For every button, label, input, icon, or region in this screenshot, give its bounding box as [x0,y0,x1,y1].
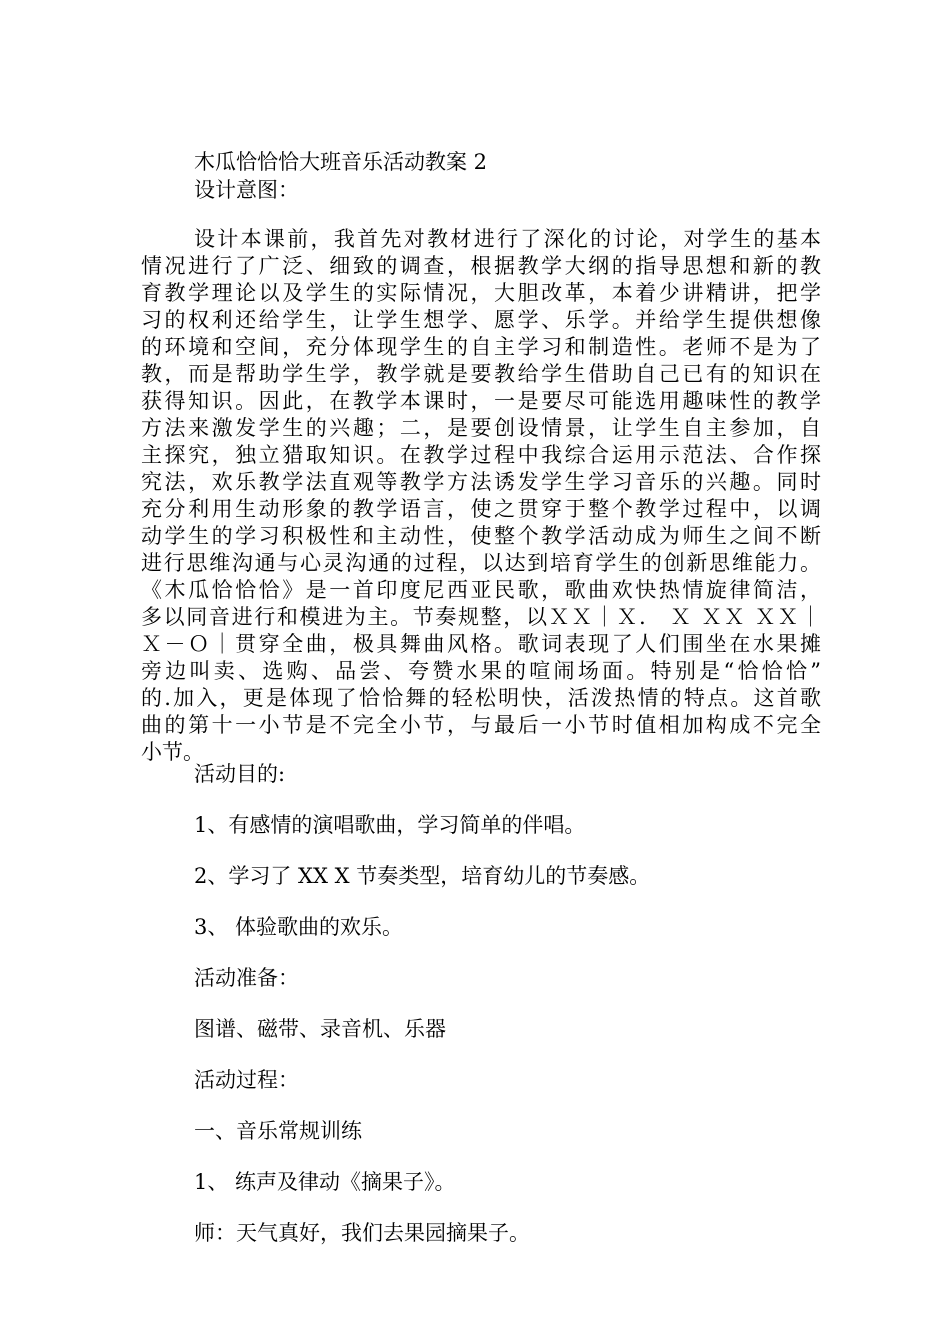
process-substep-1: 1、 练声及律动《摘果子》。 [194,1170,456,1194]
paragraph-line: 究法，欢乐教学法直观等教学方法诱发学生学习音乐的兴趣。同时 [141,470,821,494]
paragraph-line: 进行思维沟通与心灵沟通的过程，以达到培育学生的创新思维能力。 [141,551,821,575]
paragraph-line: 育教学理论以及学生的实际情况，大胆改革，本着少讲精讲，把学 [141,281,821,305]
paragraph-line: 获得知识。因此，在教学本课时，一是要尽可能选用趣味性的教学 [141,389,821,413]
paragraph-line: 多以同音进行和模进为主。节奏规整，以ＸＸ｜Ｘ． Ｘ ＸＸ ＸＸ｜ [141,605,821,629]
paragraph-line: 动学生的学习积极性和主动性，使整个教学活动成为师生之间不断 [141,524,821,548]
paragraph-line: 小节。 [141,740,204,764]
paragraph-line: 充分利用生动形象的教学语言，使之贯穿于整个教学过程中，以调 [141,497,821,521]
paragraph-line: 情况进行了广泛、细致的调查，根据教学大纲的指导思想和新的教 [141,254,821,278]
section-heading-goals: 活动目的: [194,762,286,786]
paragraph-line: Ｘ－Ｏ｜贯穿全曲，极具舞曲风格。歌词表现了人们围坐在水果摊 [141,632,821,656]
paragraph-line: 的环境和空间，充分体现学生的自主学习和制造性。老师不是为了 [141,335,821,359]
process-step-heading: 一、音乐常规训练 [194,1119,362,1143]
paragraph-line: 《木瓜恰恰恰》是一首印度尼西亚民歌，歌曲欢快热情旋律简洁， [141,578,821,602]
paragraph-line: 的.加入，更是体现了恰恰舞的轻松明快，活泼热情的特点。这首歌 [141,686,821,710]
goal-item-3: 3、 体验歌曲的欢乐。 [194,915,404,939]
goal-item-2: 2、学习了 XX X 节奏类型，培育幼儿的节奏感。 [194,864,651,888]
document-title: 木瓜恰恰恰大班音乐活动教案 2 [194,150,488,174]
paragraph-line: 主探究，独立猎取知识。在教学过程中我综合运用示范法、合作探 [141,443,821,467]
paragraph-line: 方法来激发学生的兴趣；二，是要创设情景，让学生自主参加，自 [141,416,821,440]
paragraph-line: 设计本课前，我首先对教材进行了深化的讨论，对学生的基本 [194,227,821,251]
section-heading-process: 活动过程： [194,1068,299,1092]
paragraph-line: 习的权利还给学生，让学生想学、愿学、乐学。并给学生提供想像 [141,308,821,332]
paragraph-line: 教，而是帮助学生学，教学就是要教给学生借助自己已有的知识在 [141,362,821,386]
design-intent-heading: 设计意图： [194,178,299,202]
section-heading-preparation: 活动准备： [194,966,299,990]
preparation-materials: 图谱、磁带、录音机、乐器 [194,1017,446,1041]
design-intent-paragraph [141,226,821,766]
paragraph-line: 曲的第十一小节是不完全小节，与最后一小节时值相加构成不完全 [141,713,821,737]
teacher-line: 师：天气真好，我们去果园摘果子。 [194,1221,530,1245]
paragraph-line: 旁边叫卖、选购、品尝、夸赞水果的喧闹场面。特别是“恰恰恰” [141,659,821,683]
goal-item-1: 1、有感情的演唱歌曲，学习简单的伴唱。 [194,813,586,837]
